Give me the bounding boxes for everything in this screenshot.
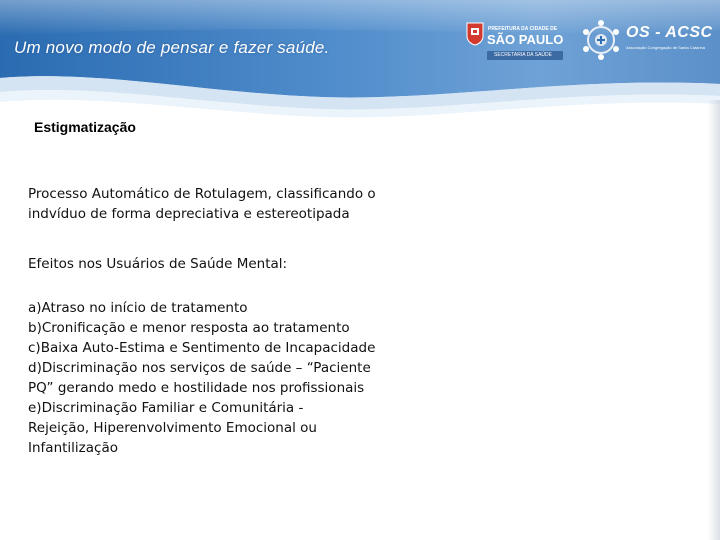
os-acsc-emblem-icon — [580, 18, 622, 62]
header-tagline: Um novo modo de pensar e fazer saúde. — [14, 38, 330, 57]
slide-heading: Estigmatização — [34, 119, 136, 135]
definition-line-1: Processo Automático de Rotulagem, classificando o — [28, 186, 376, 202]
effect-line: a)Atraso no início de tratamento — [28, 300, 248, 316]
coat-of-arms-icon — [466, 22, 484, 46]
effect-line: Infantilização — [28, 440, 118, 456]
effect-line: e)Discriminação Familiar e Comunitária - — [28, 400, 304, 416]
logo-secretaria-text: SECRETARIA DA SAÚDE — [494, 52, 552, 58]
os-acsc-name: OS - ACSC — [626, 24, 713, 41]
os-acsc-subtitle: Associação Congregação de Santa Catarina — [626, 45, 705, 50]
effect-line: Rejeição, Hiperenvolvimento Emocional ou — [28, 420, 317, 436]
spacer — [28, 224, 428, 254]
sao-paulo-logo — [466, 22, 568, 64]
effect-line: b)Cronificação e menor resposta ao tratamento — [28, 320, 350, 336]
effect-line: PQ” gerando medo e hostilidade nos profissionais — [28, 380, 365, 396]
slide-body — [28, 184, 428, 458]
right-edge-shadow — [708, 100, 720, 540]
logo-city-name: SÃO PAULO — [487, 32, 564, 47]
os-acsc-logo — [580, 18, 712, 70]
header-banner — [0, 0, 720, 125]
effects-title: Efeitos nos Usuários de Saúde Mental: — [28, 256, 288, 272]
effect-line: c)Baixa Auto-Estima e Sentimento de Incapacidade — [28, 340, 376, 356]
definition-line-2: indvíduo de forma depreciativa e estereotipada — [28, 206, 350, 222]
effect-line: d)Discriminação nos serviços de saúde – “Paciente — [28, 360, 371, 376]
spacer — [28, 274, 428, 298]
logo-prefeitura-text: PREFEITURA DA CIDADE DE — [488, 26, 558, 32]
